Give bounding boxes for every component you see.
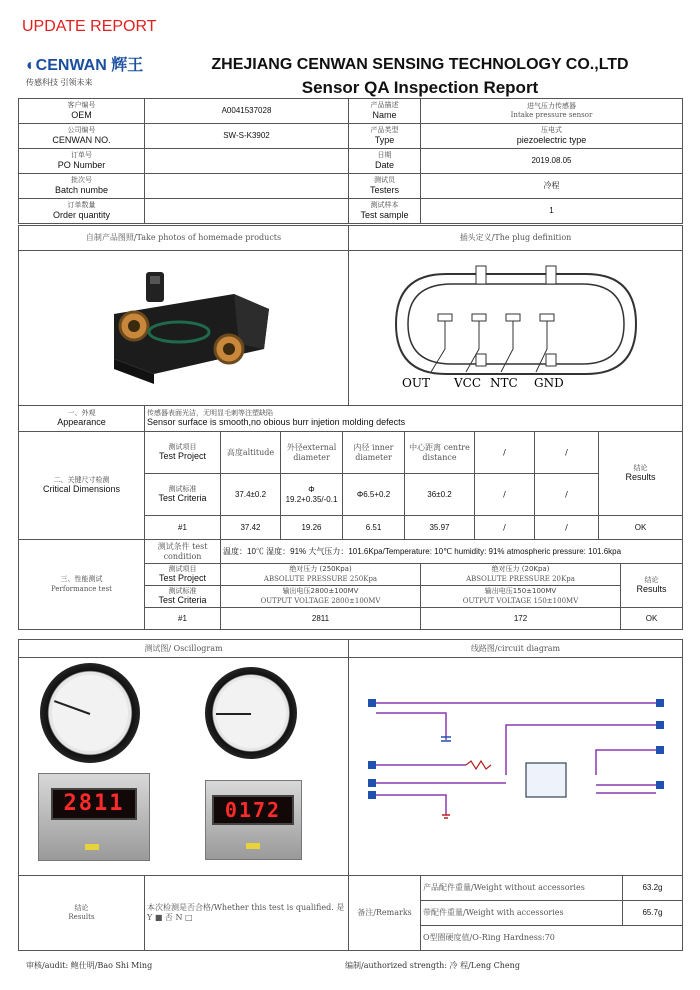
weight-with-label: 带配件重量/Weight with accessories xyxy=(421,901,623,926)
dim-criteria-label: 测试标准 Test Criteria xyxy=(145,474,221,516)
weight-without-label: 产品配件重量/Weight without accessories xyxy=(421,876,623,901)
order-quantity-label: 订单数量 Order quantity xyxy=(19,199,145,224)
report-title: Sensor QA Inspection Report xyxy=(301,78,539,97)
plug-pin-gnd: GND xyxy=(533,376,564,390)
voltage-meter-2 xyxy=(205,780,302,860)
dim-sample-empty-2: / xyxy=(535,516,599,540)
condition-text: 温度：10℃ 湿度：91% 大气压力：101.6Kpa/Temperature: 10℃ humidity: 91% atmospheric pressure: 101.6kpa xyxy=(221,540,683,564)
performance-section xyxy=(18,539,683,630)
voltage-meter-1 xyxy=(38,773,150,861)
conclusion-text: 本次检测是否合格/Whether this test is qualified. 是 Y ■ 否 N □ xyxy=(145,876,349,951)
dim-col-empty-1: / xyxy=(475,432,535,474)
meter-1-display: 2811 xyxy=(51,788,137,820)
update-report-label: UPDATE REPORT xyxy=(22,18,157,35)
circuit-diagram xyxy=(356,665,676,865)
cenwan-no-label: 公司编号 CENWAN NO. xyxy=(19,124,145,149)
oscillogram-header: 测试图/ Oscillogram xyxy=(19,640,349,658)
performance-label: 三、性能测试 Performance test xyxy=(19,540,145,630)
testers-label: 测试员 Testers xyxy=(349,174,421,199)
company-name: ZHEJIANG CENWAN SENSING TECHNOLOGY CO.,LTD xyxy=(211,56,629,73)
perf-result-value: OK xyxy=(621,608,683,630)
oem-value: A0041537028 xyxy=(145,99,349,124)
perf-criteria-250: 输出电压2800±100MV OUTPUT VOLTAGE 2800±100MV xyxy=(221,586,421,608)
batch-label: 批次号 Batch numbe xyxy=(19,174,145,199)
oring-hardness: O型圈硬度值/O-Ring Hardness:70 xyxy=(421,926,683,951)
product-photo-header: 自制产品图照/Take photos of homemade products xyxy=(19,226,349,251)
conclusion-section xyxy=(18,875,683,951)
date-value: 2019.08.05 xyxy=(421,149,683,174)
plug-pin-ntc: NTC xyxy=(489,376,518,390)
dim-sample-altitude: 37.42 xyxy=(221,516,281,540)
plug-definition-cell xyxy=(349,251,683,406)
plug-pin-out: OUT xyxy=(401,376,430,390)
name-label: 产品描述 Name xyxy=(349,99,421,124)
remarks-label: 备注/Remarks xyxy=(349,876,421,951)
perf-sample-20: 172 xyxy=(421,608,621,630)
testers-value: 冷程 xyxy=(421,174,683,199)
perf-sample-label: #1 xyxy=(145,608,221,630)
plug-definition-header: 插头定义/The plug definition xyxy=(349,226,683,251)
pressure-gauge-1 xyxy=(40,663,140,763)
appearance-text: 传感器表面光洁，无明显毛刺等注塑缺陷 Sensor surface is smooth,no obious burr injetion molding defects xyxy=(145,406,683,432)
weight-with-value: 65.7g xyxy=(623,901,683,926)
appearance-label: 一、外观 Appearance xyxy=(19,406,145,432)
meter-2-display: 0172 xyxy=(212,795,294,825)
footer-audit: 审核/audit: 鲍仕明/Bao Shi Ming xyxy=(26,961,153,970)
dimensions-label: 二、关键尺寸检测 Critical Dimensions xyxy=(19,432,145,540)
weight-without-value: 63.2g xyxy=(623,876,683,901)
cenwan-no-value: SW-S-K3902 xyxy=(145,124,349,149)
footer-authorized: 编制/authorized strength: 冷 程/Leng Cheng xyxy=(345,961,520,970)
dim-sample-centre: 35.97 xyxy=(405,516,475,540)
circuit-diagram-cell xyxy=(349,658,683,876)
oem-label: 客户编号 OEM xyxy=(19,99,145,124)
po-number-label: 订单号 PO Number xyxy=(19,149,145,174)
dim-col-inner: 内径 inner diameter xyxy=(343,432,405,474)
dim-criteria-centre: 36±0.2 xyxy=(405,474,475,516)
perf-project-250: 绝对压力 (250Kpa) ABSOLUTE PRESSURE 250Kpa xyxy=(221,564,421,586)
condition-label: 测试条件 test condition xyxy=(145,540,221,564)
dim-col-centre: 中心距离 centre distance xyxy=(405,432,475,474)
order-quantity-value xyxy=(145,199,349,224)
perf-project-label: 测试项目 Test Project xyxy=(145,564,221,586)
name-value: 进气压力传感器 Intake pressure sensor xyxy=(421,99,683,124)
type-label: 产品类型 Type xyxy=(349,124,421,149)
meter-1-label xyxy=(85,844,99,850)
dim-col-empty-2: / xyxy=(535,432,599,474)
sensor-product-image xyxy=(84,254,284,399)
dim-col-external: 外径external diameter xyxy=(281,432,343,474)
pressure-gauge-2 xyxy=(205,667,297,759)
perf-sample-250: 2811 xyxy=(221,608,421,630)
po-number-value xyxy=(145,149,349,174)
circuit-diagram-header: 线路图/circuit diagram xyxy=(349,640,683,658)
dim-sample-empty-1: / xyxy=(475,516,535,540)
logo-icon: ◐ xyxy=(26,57,36,74)
dimensions-section xyxy=(18,431,683,540)
dim-criteria-external: Φ 19.2+0.35/-0.1 xyxy=(281,474,343,516)
dim-project-label: 测试项目 Test Project xyxy=(145,432,221,474)
perf-criteria-label: 测试标准 Test Criteria xyxy=(145,586,221,608)
product-photo-cell xyxy=(19,251,349,406)
company-logo xyxy=(26,52,156,88)
dim-col-altitude: 高度altitude xyxy=(221,432,281,474)
photo-section xyxy=(18,225,683,406)
type-value: 压电式 piezoelectric type xyxy=(421,124,683,149)
test-sample-label: 测试样本 Test sample xyxy=(349,199,421,224)
appearance-section xyxy=(18,405,683,432)
info-table xyxy=(18,98,683,224)
perf-criteria-20: 输出电压150±100MV OUTPUT VOLTAGE 150±100MV xyxy=(421,586,621,608)
perf-results-label: 结论 Results xyxy=(621,564,683,608)
dim-sample-external: 19.26 xyxy=(281,516,343,540)
dim-result-value: OK xyxy=(599,516,683,540)
batch-value xyxy=(145,174,349,199)
test-sample-value: 1 xyxy=(421,199,683,224)
dim-results-label: 结论 Results xyxy=(599,432,683,516)
plug-pin-vcc: VCC xyxy=(453,376,481,390)
logo-brand xyxy=(26,52,156,75)
dim-sample-inner: 6.51 xyxy=(343,516,405,540)
plug-diagram xyxy=(386,254,646,399)
dim-criteria-empty-2: / xyxy=(535,474,599,516)
perf-project-20: 绝对压力 (20Kpa) ABSOLUTE PRESSURE 20Kpa xyxy=(421,564,621,586)
dim-criteria-inner: Φ6.5+0.2 xyxy=(343,474,405,516)
dim-sample-label: #1 xyxy=(145,516,221,540)
conclusion-label: 结论 Results xyxy=(19,876,145,951)
meter-2-label xyxy=(246,843,260,849)
dim-criteria-empty-1: / xyxy=(475,474,535,516)
dim-criteria-altitude: 37.4±0.2 xyxy=(221,474,281,516)
date-label: 日期 Date xyxy=(349,149,421,174)
logo-tagline: 传感科技 引领未来 xyxy=(26,78,93,87)
logo-brand-text: CENWAN 辉王 xyxy=(35,57,144,74)
